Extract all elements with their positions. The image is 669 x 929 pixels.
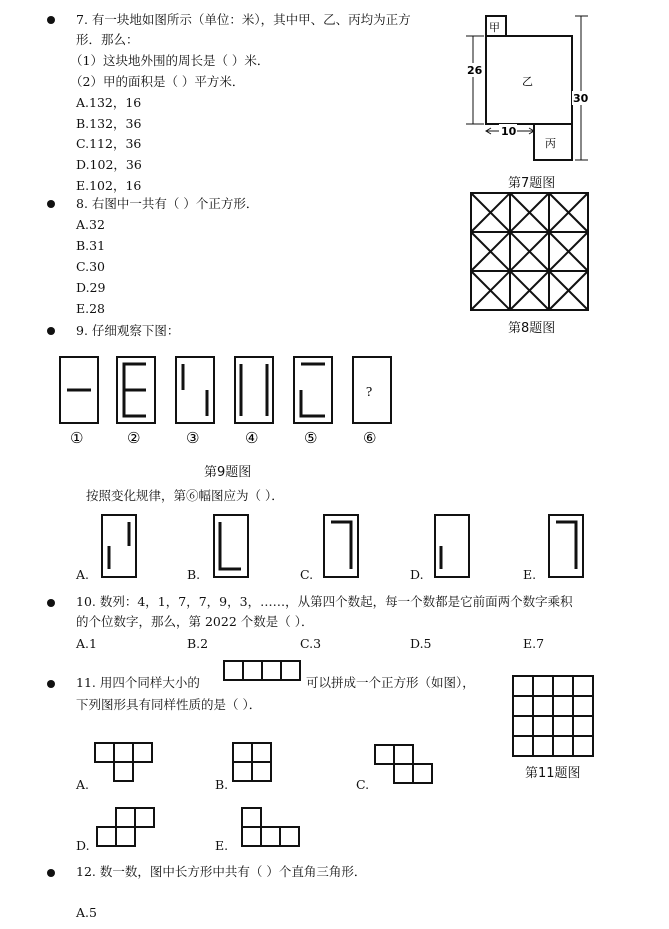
panel-label-4: ④: [245, 429, 259, 447]
bullet: [47, 869, 55, 877]
q12-option-a: A.5: [76, 905, 97, 920]
q7-option-d: D.102，36: [76, 157, 142, 172]
panel-label-6: ⑥: [363, 429, 377, 447]
q8-text: 8. 右图中一共有（ ）个正方形．: [76, 196, 259, 211]
panel-label-3: ③: [186, 429, 200, 447]
q9-option-b: B.: [187, 567, 201, 582]
q9-option-e: E.: [523, 567, 537, 582]
q11-option-c: C.: [356, 777, 370, 792]
q9-option-c: C.: [300, 567, 314, 582]
q10-option-d: D.5: [410, 636, 432, 651]
q11-line2: 下列图形具有同样性质的是（ ）．: [76, 697, 262, 712]
q11-option-d: D.: [76, 838, 90, 853]
dim-30: 30: [573, 92, 589, 105]
q11-text-a: 11. 用四个同样大小的: [76, 675, 200, 690]
panel-label-2: ②: [127, 429, 141, 447]
q11-text-b: 可以拼成一个正方形（如图），: [306, 675, 475, 690]
dim-10: 10: [501, 125, 517, 138]
q9-prompt: 按照变化规律，第⑥幅图应为（ ）．: [86, 488, 284, 503]
panel-label-5: ⑤: [304, 429, 318, 447]
q7-sub1: （1）这块地外围的周长是（ ）米．: [70, 53, 270, 68]
q9-option-a: A.: [76, 567, 90, 582]
q10-line2: 的个位数字，那么，第 2022 个数是（ ）．: [76, 614, 314, 629]
q12-text: 12. 数一数，图中长方形中共有（ ）个直角三角形．: [76, 864, 367, 879]
label-yi: 乙: [522, 75, 533, 88]
q7-option-b: B.132，36: [76, 116, 142, 131]
q10-option-c: C.3: [300, 636, 322, 651]
q8-option-b: B.31: [76, 238, 106, 253]
q9-text: 9. 仔细观察下图：: [76, 323, 180, 338]
q7-sub2: （2）甲的面积是（ ）平方米．: [70, 74, 245, 89]
q7-option-e: E.102，16: [76, 178, 142, 193]
q10-option-e: E.7: [523, 636, 545, 651]
q8-option-e: E.28: [76, 301, 106, 316]
label-jia: 甲: [489, 21, 500, 34]
q7-option-a: A.132，16: [76, 95, 142, 110]
q11-caption: 第11题图: [525, 766, 581, 781]
q7-text: 7. 有一块地如图所示（单位：米），其中甲、乙、丙均为正方: [76, 12, 411, 27]
q11-option-e: E.: [215, 838, 229, 853]
panel-label-1: ①: [70, 429, 84, 447]
q7-option-c: C.112，36: [76, 136, 142, 151]
q10-option-b: B.2: [187, 636, 209, 651]
q11-option-a: A.: [76, 777, 90, 792]
q10-option-a: A.1: [76, 636, 97, 651]
q8-caption: 第8题图: [508, 321, 556, 336]
dim-26: 26: [467, 64, 483, 77]
q11-option-b: B.: [215, 777, 229, 792]
q7-text-cont: 形．那么：: [76, 32, 139, 47]
q8-option-c: C.30: [76, 259, 105, 274]
label-bing: 丙: [545, 137, 556, 150]
q9-caption: 第9题图: [204, 465, 252, 480]
q7-caption: 第7题图: [508, 176, 556, 191]
panel-6-question-mark: ?: [366, 385, 373, 400]
q8-option-d: D.29: [76, 280, 106, 295]
q9-option-d: D.: [410, 567, 424, 582]
q8-option-a: A.32: [76, 217, 105, 232]
q10-line1: 10. 数列：4，1，7，7，9，3，……，从第四个数起，每一个数都是它前面两个数字乘积: [76, 594, 573, 609]
